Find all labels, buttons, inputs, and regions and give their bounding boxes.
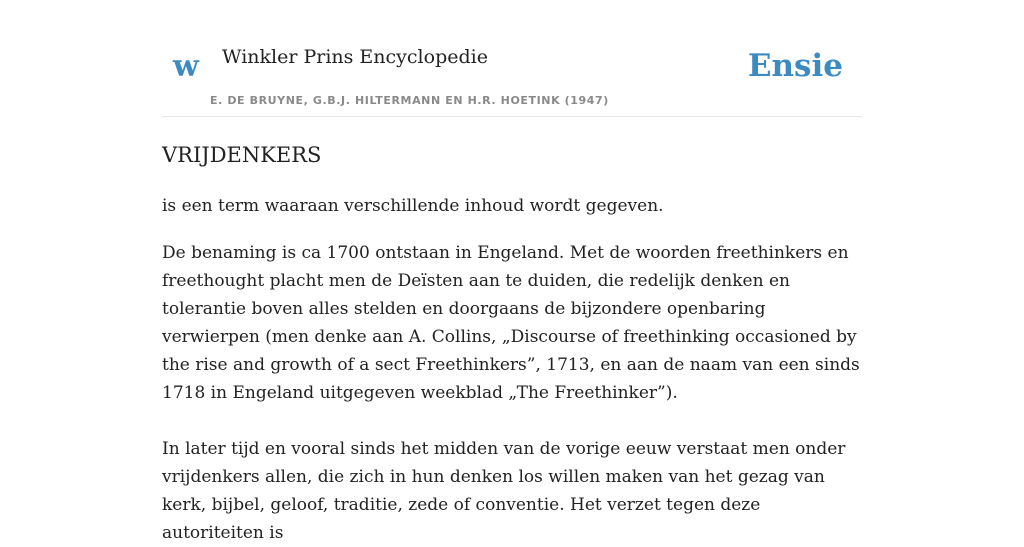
site-header (162, 0, 862, 117)
article-paragraph: In later tijd en vooral sinds het midden van de vorige eeuw verstaat men onder vrijdenkers allen, die zich in hun denken los willen maken van het gezag van kerk, bijbel, geloof, traditie, zede of conventie. Het verzet tegen deze autoriteiten is (162, 439, 846, 543)
page (162, 0, 862, 543)
logo-w[interactable]: w (173, 49, 199, 84)
article-paragraph: is een term waaraan verschillende inhoud wordt gegeven. (162, 196, 664, 216)
brand-logo[interactable]: Ensie (747, 48, 843, 84)
article-paragraph: De benaming is ca 1700 ontstaan in Engeland. Met de woorden freethinkers en freethought placht men de Deïsten aan te duiden, die redelijk denken en tolerantie boven alles stelden en doorgaans de bijzondere openbaring verwierpen (men denke aan A. Collins, „Discourse of freethinking occasioned by the rise and growth of a sect Freethinkers”, 1713, en aan de naam van een sinds 1718 in Engeland uitgegeven weekblad „The Freethinker”). (162, 243, 860, 403)
authors-line: E. DE BRUYNE, G.B.J. HILTERMANN EN H.R. HOETINK (1947) (210, 94, 609, 107)
article (162, 138, 862, 547)
publication-title[interactable]: Winkler Prins Encyclopedie (222, 46, 488, 68)
article-title: VRIJDENKERS (162, 143, 322, 167)
